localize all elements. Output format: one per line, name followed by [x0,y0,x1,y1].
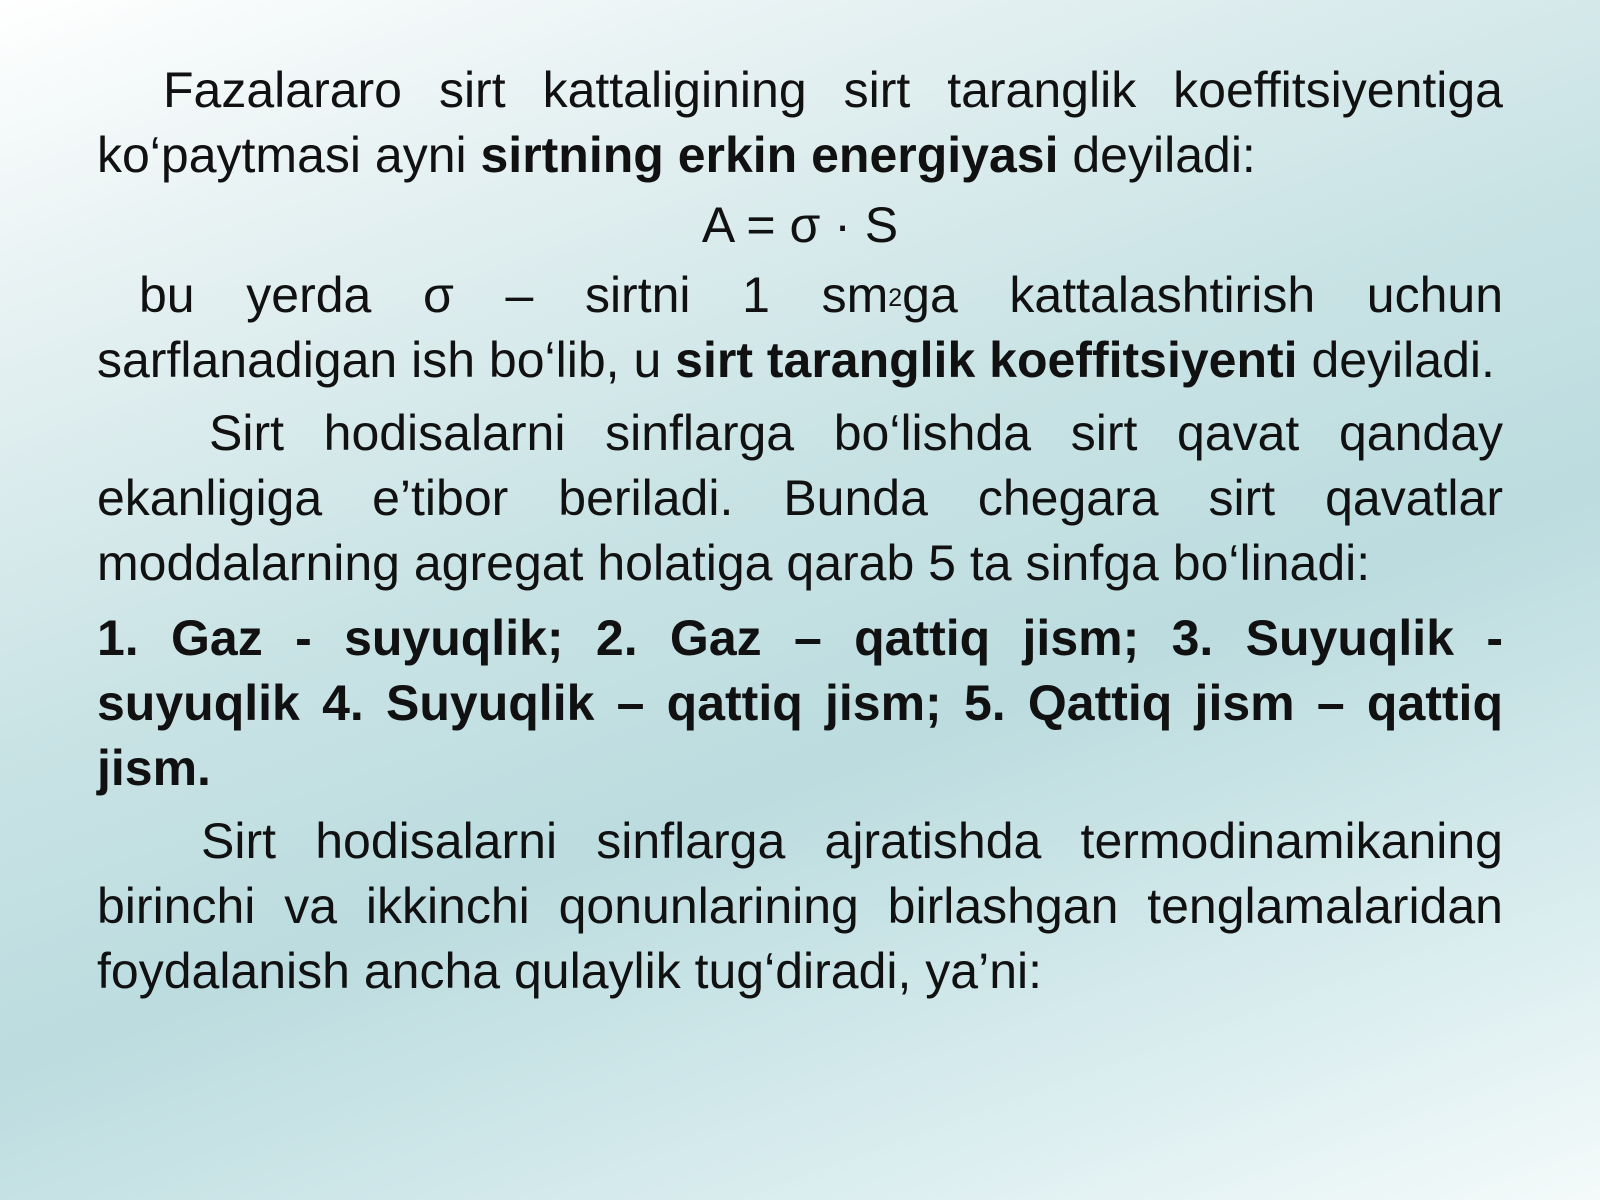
paragraph-2-ending: deyiladi. [1297,332,1495,388]
term-surface-tension-coefficient: sirt taranglik koeffitsiyenti [675,332,1298,388]
paragraph-1-text: Fazalararo sirt kattaligining sirt taranglik koeffitsiyentiga ko‘paytmasi ayni [97,62,1503,183]
paragraph-classification: Sirt hodisalarni sinflarga bo‘lishda sirt qavat qanday ekanligiga e’tibor beriladi. Bunda chegara sirt qavatlar moddalarning agregat holatiga qarab 5 ta sinfga bo‘linadi: [97,405,1503,591]
paragraph-1-ending: deyiladi: [1058,127,1256,183]
paragraph-2-middle: ga kattalashtirish uchun sarflanadigan ish bo‘lib, u [97,267,1503,388]
paragraph-sigma-definition [97,263,1503,393]
term-surface-free-energy: sirtning erkin energiyasi [480,127,1059,183]
paragraph-thermodynamics: Sirt hodisalarni sinflarga ajratishda termodinamikaning birinchi va ikkinchi qonunlarining birlashgan tenglamalaridan foydalanish ancha qulaylik tug‘diradi, ya’ni: [97,813,1503,999]
formula: A = σ · S [701,197,899,253]
paragraph-2-text: bu yerda σ – sirtni 1 sm [139,267,889,323]
classes-list: 1. Gaz - suyuqlik; 2. Gaz – qattiq jism; 3. Suyuqlik - suyuqlik 4. Suyuqlik – qattiq jism; 5. Qattiq jism – qattiq jism. [97,610,1503,796]
paragraph-surface-energy [97,58,1503,188]
superscript-exponent: 2 [888,284,903,312]
slide-content [97,58,1503,1004]
